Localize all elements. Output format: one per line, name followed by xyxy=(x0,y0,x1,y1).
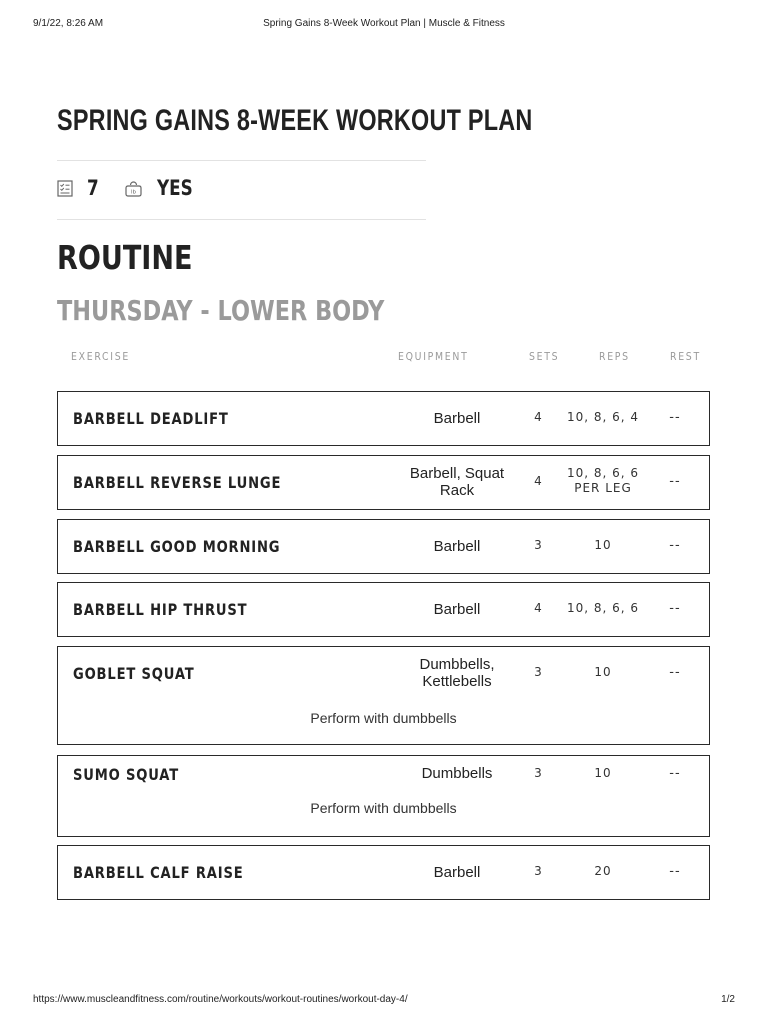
exercise-card[interactable] xyxy=(57,845,710,900)
exercise-card[interactable] xyxy=(57,455,710,510)
exercise-card[interactable] xyxy=(57,519,710,574)
col-header-equipment: EQUIPMENT xyxy=(398,350,469,363)
exercise-sets: 4 xyxy=(534,601,542,615)
exercise-equipment: Barbell xyxy=(433,864,481,881)
weight-icon xyxy=(124,180,143,203)
divider xyxy=(57,219,426,220)
exercise-name: SUMO SQUAT xyxy=(73,765,180,784)
exercise-reps: 10, 8, 6, 4 xyxy=(566,410,640,424)
col-header-rest: REST xyxy=(670,350,701,363)
page-number: 1/2 xyxy=(721,994,735,1005)
stat-value-equipment: YES xyxy=(157,176,193,200)
exercise-equipment: Barbell, Squat Rack xyxy=(409,465,505,499)
exercise-name: BARBELL CALF RAISE xyxy=(73,863,244,882)
print-datetime: 9/1/22, 8:26 AM xyxy=(33,18,104,29)
exercise-name: BARBELL REVERSE LUNGE xyxy=(73,473,282,492)
exercise-sets: 3 xyxy=(534,766,542,780)
exercise-name: BARBELL DEADLIFT xyxy=(73,409,229,428)
exercise-sets: 4 xyxy=(534,474,542,488)
exercise-equipment: Barbell xyxy=(433,410,481,427)
exercise-card[interactable] xyxy=(57,755,710,837)
exercise-name: BARBELL GOOD MORNING xyxy=(73,537,281,556)
routine-heading: ROUTINE xyxy=(57,238,193,277)
exercise-equipment: Barbell xyxy=(433,538,481,555)
exercise-card[interactable] xyxy=(57,391,710,446)
exercise-rest: -- xyxy=(669,601,681,616)
exercise-equipment: Barbell xyxy=(433,601,481,618)
exercise-equipment: Dumbbells, Kettlebells xyxy=(419,656,495,690)
col-header-sets: SETS xyxy=(529,350,560,363)
exercise-rest: -- xyxy=(669,538,681,553)
exercise-rest: -- xyxy=(669,410,681,425)
plan-title: SPRING GAINS 8-WEEK WORKOUT PLAN xyxy=(57,104,533,137)
exercise-rest: -- xyxy=(669,474,681,489)
exercise-name: GOBLET SQUAT xyxy=(73,664,195,683)
exercise-reps: 10, 8, 6, 6 xyxy=(566,601,640,615)
print-page-title: Spring Gains 8-Week Workout Plan | Muscle & Fitness xyxy=(263,18,505,29)
svg-text:lb: lb xyxy=(130,189,137,196)
exercise-reps: 20 xyxy=(594,864,612,878)
exercise-equipment: Dumbbells xyxy=(421,765,493,782)
exercise-rest: -- xyxy=(669,766,681,781)
exercise-note: Perform with dumbbells xyxy=(310,710,457,726)
exercise-reps: 10 xyxy=(594,665,612,679)
routine-day: THURSDAY - LOWER BODY xyxy=(57,294,385,327)
exercise-reps: 10, 8, 6, 6 PER LEG xyxy=(566,466,640,495)
exercise-sets: 3 xyxy=(534,864,542,878)
checklist-icon xyxy=(57,180,73,202)
col-header-reps: REPS xyxy=(599,350,630,363)
stat-value-workouts: 7 xyxy=(87,176,99,200)
exercise-sets: 3 xyxy=(534,538,542,552)
exercise-rest: -- xyxy=(669,864,681,879)
exercise-rest: -- xyxy=(669,665,681,680)
exercise-sets: 3 xyxy=(534,665,542,679)
exercise-reps: 10 xyxy=(594,538,612,552)
col-header-exercise: EXERCISE xyxy=(71,350,130,363)
divider xyxy=(57,160,426,161)
exercise-note: Perform with dumbbells xyxy=(310,800,457,816)
page-url[interactable]: https://www.muscleandfitness.com/routine/workouts/workout-routines/workout-day-4/ xyxy=(33,994,408,1005)
exercise-card[interactable] xyxy=(57,646,710,745)
exercise-card[interactable] xyxy=(57,582,710,637)
exercise-name: BARBELL HIP THRUST xyxy=(73,600,248,619)
exercise-reps: 10 xyxy=(594,766,612,780)
exercise-sets: 4 xyxy=(534,410,542,424)
